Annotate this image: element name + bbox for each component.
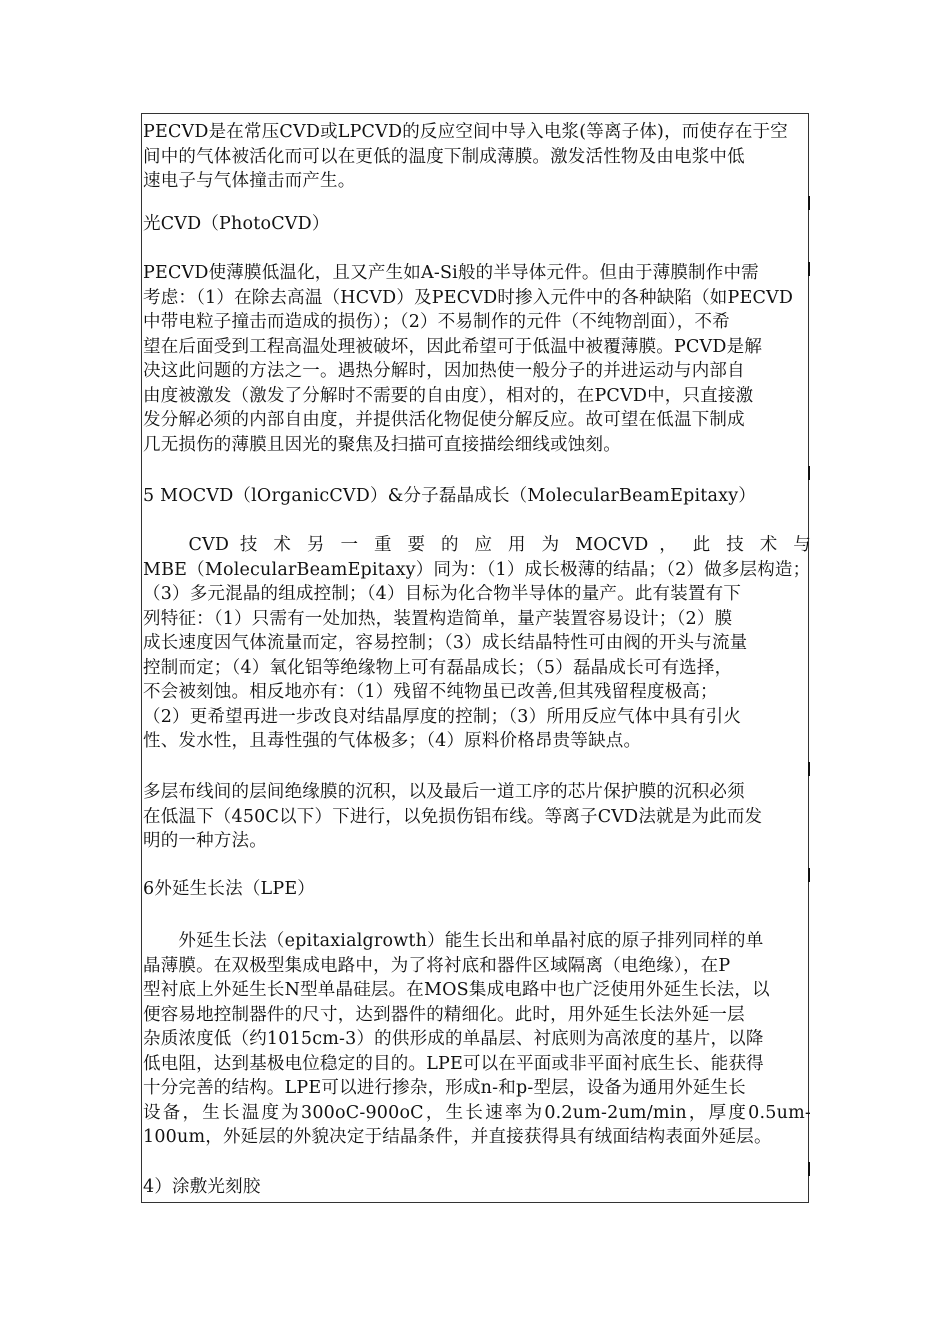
paragraph bbox=[143, 120, 811, 194]
text-line: 中带电粒子撞击而造成的损伤）；（2）不易制作的元件（不纯物剖面），不希 bbox=[143, 312, 730, 332]
text-line: 设备，生长温度为300oC-900oC，生长速率为0.2um-2um/min，厚度0.5um- bbox=[143, 1102, 811, 1123]
text-line: 5 MOCVD（lOrganicCVD）&分子磊晶成长（MolecularBeamEpitaxy） bbox=[143, 486, 756, 506]
paragraph bbox=[143, 780, 811, 854]
text-line: 在低温下（450C以下）下进行，以免损伤铝布线。等离子CVD法就是为此而发 bbox=[143, 806, 763, 827]
text-line: CVD 技 术 另 一 重 要 的 应 用 为 MOCVD ， 此 技 术 与 bbox=[143, 535, 811, 555]
border-mark bbox=[808, 196, 810, 210]
text-line: PECVD使薄膜低温化，且又产生如A-Si般的半导体元件。但由于薄膜制作中需 bbox=[143, 263, 759, 283]
text-line: 十分完善的结构。LPE可以进行掺杂，形成n-和p-型层，设备为通用外延生长 bbox=[143, 1078, 746, 1098]
text-line: 列特征：（1）只需有一处加热，装置构造简单，量产装置容易设计；（2）膜 bbox=[143, 608, 733, 629]
text-line: 6外延生长法（LPE） bbox=[143, 879, 316, 899]
text-line: 低电阻，达到基极电位稳定的目的。LPE可以在平面或非平面衬底生长、能获得 bbox=[143, 1053, 764, 1074]
text-line: 型衬底上外延生长N型单晶硅层。在MOS集成电路中也广泛使用外延生长法，以 bbox=[143, 980, 770, 1000]
text-line: PECVD是在常压CVD或LPCVD的反应空间中导入电浆(等离子体)，而使存在于空 bbox=[143, 122, 788, 142]
text-line: 考虑：（1）在除去高温（HCVD）及PECVD时掺入元件中的各种缺陷（如PECVD bbox=[143, 287, 794, 308]
text-line: 几无损伤的薄膜且因光的聚焦及扫描可直接描绘细线或蚀刻。 bbox=[143, 434, 621, 455]
text-line: 晶薄膜。在双极型集成电路中，为了将衬底和器件区域隔离（电绝缘），在P bbox=[143, 955, 731, 976]
text-line: 便容易地控制器件的尺寸，达到器件的精细化。此时，用外延生长法外延一层 bbox=[143, 1004, 745, 1025]
text-line: 望在后面受到工程高温处理被破坏，因此希望可于低温中被覆薄膜。PCVD是解 bbox=[143, 336, 763, 357]
text-line: 由度被激发（激发了分解时不需要的自由度），相对的，在PCVD中，只直接激 bbox=[143, 385, 754, 406]
section-heading bbox=[143, 484, 811, 509]
section-heading bbox=[143, 877, 811, 902]
text-line: MBE（MolecularBeamEpitaxy）同为：（1）成长极薄的结晶；（2）做多层构造； bbox=[143, 559, 811, 580]
text-line: 100um，外延层的外貌决定于结晶条件，并直接获得具有绒面结构表面外延层。 bbox=[143, 1127, 772, 1147]
border-mark bbox=[808, 466, 810, 480]
text-line: 4）涂敷光刻胶 bbox=[143, 1177, 261, 1197]
text-line: 成长速度因气体流量而定，容易控制；（3）成长结晶特性可由阀的开头与流量 bbox=[143, 633, 748, 653]
section-heading bbox=[143, 1175, 811, 1200]
section-heading bbox=[143, 212, 811, 237]
text-line: （3）多元混晶的组成控制；（4）目标为化合物半导体的量产。此有装置有下 bbox=[143, 584, 742, 604]
text-line: 发分解必须的内部自由度，并提供活化物促使分解反应。故可望在低温下制成 bbox=[143, 410, 745, 430]
text-line: 明的一种方法。 bbox=[143, 831, 267, 851]
text-line: 速电子与气体撞击而产生。 bbox=[143, 171, 356, 191]
text-line: 性、发水性，且毒性强的气体极多；（4）原料价格昂贵等缺点。 bbox=[143, 731, 642, 751]
border-mark bbox=[808, 762, 810, 776]
text-line: 多层布线间的层间绝缘膜的沉积，以及最后一道工序的芯片保护膜的沉积必须 bbox=[143, 782, 745, 802]
border-mark bbox=[808, 1162, 810, 1176]
paragraph bbox=[143, 533, 811, 754]
text-line: 不会被刻蚀。相反地亦有：（1）残留不纯物虽已改善,但其残留程度极高； bbox=[143, 682, 718, 702]
text-line: 外延生长法（epitaxialgrowth）能生长出和单晶衬底的原子排列同样的单 bbox=[143, 931, 764, 951]
text-line: 间中的气体被活化而可以在更低的温度下制成薄膜。激发活性物及由电浆中低 bbox=[143, 146, 745, 167]
text-line: 决这此问题的方法之一。遇热分解时，因加热使一般分子的并进运动与内部自 bbox=[143, 361, 745, 381]
text-line: （2）更希望再进一步改良对结晶厚度的控制；（3）所用反应气体中具有引火 bbox=[143, 706, 742, 727]
text-line: 光CVD（PhotoCVD） bbox=[143, 214, 330, 234]
text-line: 杂质浓度低（约1015cm-3）的供形成的单晶层、衬底则为高浓度的基片，以降 bbox=[143, 1029, 764, 1049]
paragraph bbox=[143, 261, 811, 457]
paragraph bbox=[143, 929, 811, 1150]
text-line: 控制而定；（4）氧化铝等绝缘物上可有磊晶成长；（5）磊晶成长可有选择， bbox=[143, 657, 733, 678]
